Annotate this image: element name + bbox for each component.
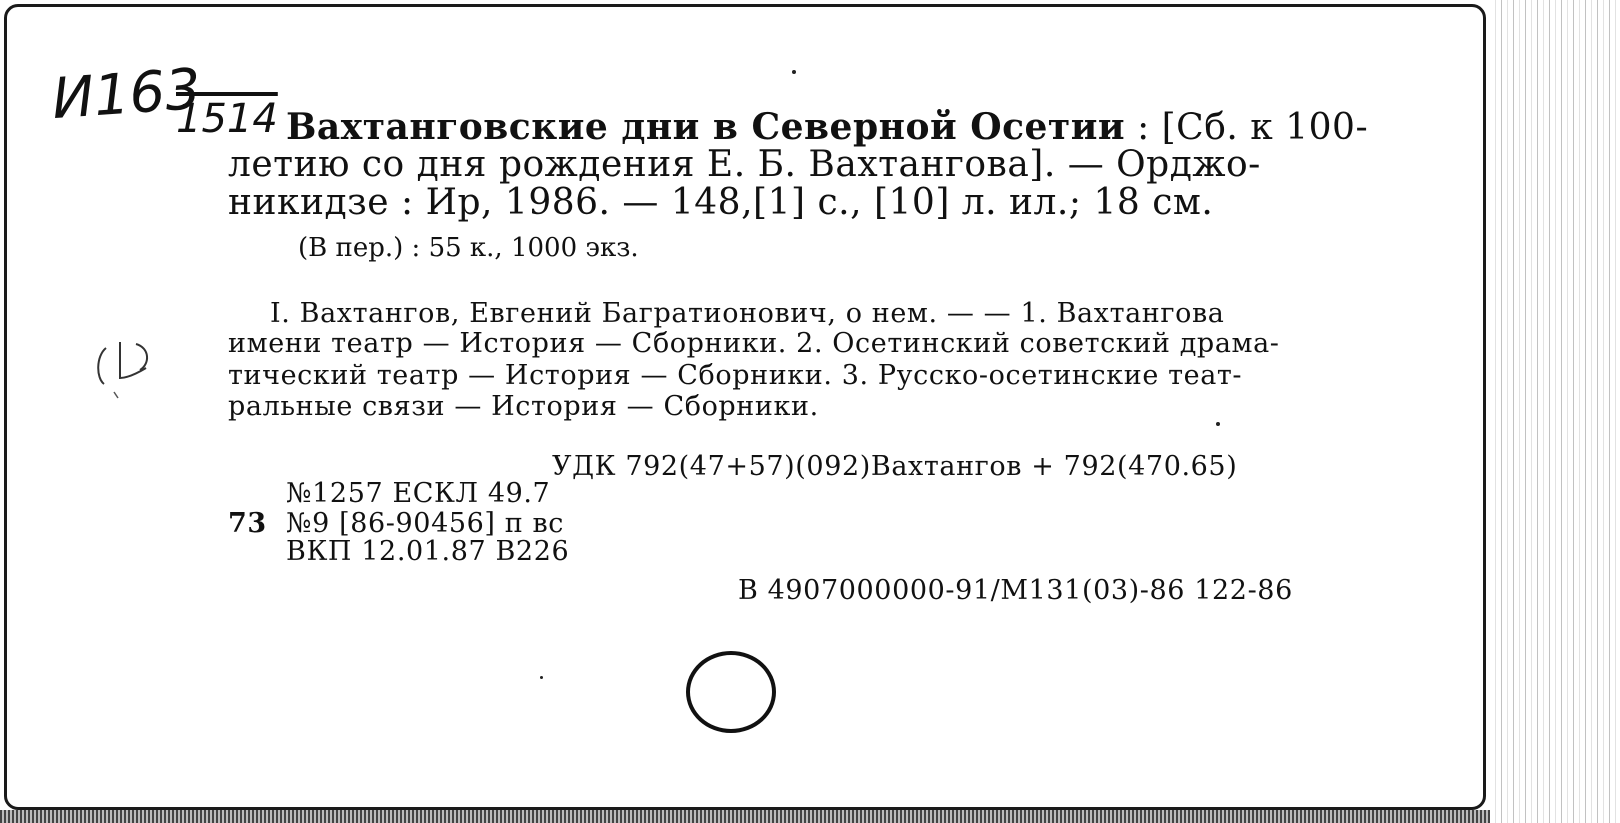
speck: [792, 70, 796, 74]
book-title: Вахтанговские дни в Северной Осетии: [286, 106, 1126, 148]
vkp-line: ВКП 12.01.87 В226: [286, 536, 570, 567]
number-prefix: 73: [228, 508, 267, 539]
speck: [1216, 422, 1220, 426]
scan-edge-right: [1490, 0, 1620, 823]
subject-line-2: имени театр — История — Сборники. 2. Осетинский советский драма-: [228, 328, 1280, 359]
entry-line-4: (В пер.) : 55 к., 1000 экз.: [298, 233, 639, 263]
scan-edge-bottom: [0, 810, 1490, 823]
punch-hole: [686, 651, 776, 733]
speck: [540, 676, 543, 679]
subject-line-1: I. Вахтангов, Евгений Багратионович, о нем. — — 1. Вахтангова: [270, 298, 1225, 329]
entry-line-1: [286, 106, 1368, 148]
entry-line-1-rest: : [Сб. к 100-: [1137, 107, 1369, 148]
subject-line-4: ральные связи — История — Сборники.: [228, 391, 819, 422]
eskl-line: №1257 ЕСКЛ 49.7: [286, 478, 551, 509]
handwritten-call-number: И163: [49, 56, 203, 133]
registration-line: №9 [86-90456] п вс: [286, 508, 565, 539]
handwritten-call-number-2: 1514: [176, 96, 278, 142]
entry-line-2: летию со дня рождения Е. Б. Вахтангова]. — Орджо-: [228, 144, 1261, 185]
udc-line: УДК 792(47+57)(092)Вахтангов + 792(470.65): [552, 451, 1238, 482]
handwritten-mark-icon: [92, 334, 162, 404]
entry-line-3: никидзе : Ир, 1986. — 148,[1] с., [10] л. ил.; 18 см.: [228, 182, 1214, 223]
code-line: В 4907000000-91/М131(03)-86 122-86: [738, 575, 1293, 606]
subject-line-3: тический театр — История — Сборники. 3. Русско-осетинские теат-: [228, 360, 1243, 391]
